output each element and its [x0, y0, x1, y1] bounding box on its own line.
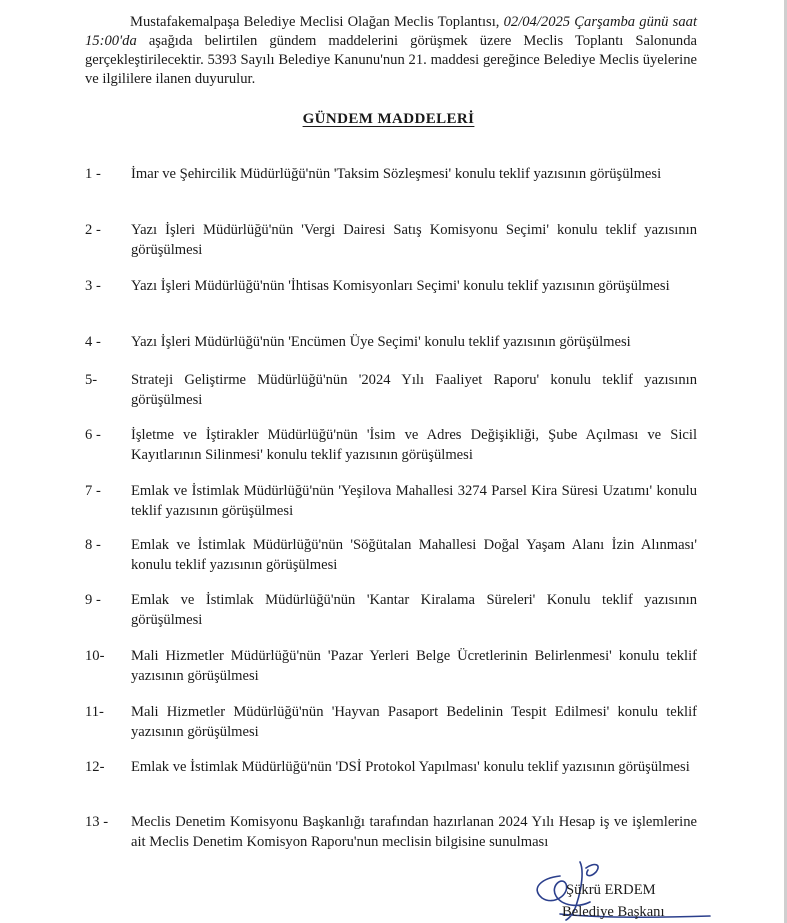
agenda-item-text: Mali Hizmetler Müdürlüğü'nün 'Hayvan Pasaport Bedelinin Tespit Edilmesi' konulu teklif yazısının görüşülmesi [131, 704, 697, 740]
intro-text-1: Mustafakemalpaşa Belediye Meclisi Olağan Meclis Toplantısı, [130, 14, 504, 30]
agenda-item-text: Yazı İşleri Müdürlüğü'nün 'İhtisas Komisyonları Seçimi' konulu teklif yazısının görüşülmesi [131, 278, 670, 294]
agenda-item-text: İmar ve Şehircilik Müdürlüğü'nün 'Taksim Sözleşmesi' konulu teklif yazısının görüşülmesi [131, 166, 662, 182]
agenda-item-number: 12- [85, 759, 105, 775]
agenda-item-text: Emlak ve İstimlak Müdürlüğü'nün 'Söğütalan Mahallesi Doğal Yaşam Alanı İzin Alınması' konulu teklif yazısının görüşülmesi [131, 537, 697, 573]
agenda-item-number: 11- [85, 704, 104, 720]
agenda-item-text: Mali Hizmetler Müdürlüğü'nün 'Pazar Yerleri Belge Ücretlerinin Belirlenmesi' konulu teklif yazısının görüşülmesi [131, 648, 697, 684]
meeting-date-time: 02/04/2025 Çarşamba günü saat 15:00'da [85, 14, 697, 49]
agenda-item-number: 5- [85, 372, 98, 388]
agenda-heading-text: GÜNDEM MADDELERİ [302, 111, 475, 127]
agenda-item-text: Strateji Geliştirme Müdürlüğü'nün '2024 Yılı Faaliyet Raporu' konulu teklif yazısının görüşülmesi [131, 372, 697, 408]
intro-text-2: aşağıda belirtilen gündem maddelerini görüşmek üzere Meclis Toplantı Salonunda gerçekleştirilecektir. 5393 Sayılı Belediye Kanunu'nun 21. maddesi gereğince Belediye Meclis üyelerine ve ilgililere ilanen duyurulur. [85, 33, 697, 87]
agenda-item-text: Meclis Denetim Komisyonu Başkanlığı tarafından hazırlanan 2024 Yılı Hesap iş ve işlemlerine ait Meclis Denetim Komisyon Raporu'nun meclisin bilgisine sunulması [131, 814, 697, 850]
agenda-item-number: 6 - [85, 427, 101, 443]
signatory-title: Belediye Başkanı [562, 904, 665, 920]
signatory-name: Şükrü ERDEM [566, 882, 656, 898]
agenda-item-number: 13 - [85, 814, 109, 830]
signature-block [520, 848, 720, 923]
agenda-item-number: 1 - [85, 166, 101, 182]
agenda-item-number: 10- [85, 648, 105, 664]
agenda-item-text: Yazı İşleri Müdürlüğü'nün 'Encümen Üye Seçimi' konulu teklif yazısının görüşülmesi [131, 334, 631, 350]
agenda-item-text: Emlak ve İstimlak Müdürlüğü'nün 'Yeşilova Mahallesi 3274 Parsel Kira Süresi Uzatımı' konulu teklif yazısının görüşülmesi [131, 483, 697, 519]
intro-paragraph [85, 13, 697, 89]
agenda-item-number: 7 - [85, 483, 101, 499]
agenda-item-number: 4 - [85, 334, 101, 350]
agenda-item-text: İşletme ve İştirakler Müdürlüğü'nün 'İsim ve Adres Değişikliği, Şube Açılması ve Sicil Kayıtlarının Silinmesi' konulu teklif yazısının görüşülmesi [131, 427, 697, 463]
agenda-item-text: Emlak ve İstimlak Müdürlüğü'nün 'Kantar Kiralama Süreleri' Konulu teklif yazısının görüşülmesi [131, 592, 697, 628]
agenda-item-text: Yazı İşleri Müdürlüğü'nün 'Vergi Dairesi Satış Komisyonu Seçimi' konulu teklif yazısının görüşülmesi [131, 222, 697, 258]
agenda-item-text: Emlak ve İstimlak Müdürlüğü'nün 'DSİ Protokol Yapılması' konulu teklif yazısının görüşülmesi [131, 759, 690, 775]
agenda-item-number: 3 - [85, 278, 101, 294]
agenda-heading [0, 110, 787, 128]
agenda-item-number: 8 - [85, 537, 101, 553]
agenda-item-number: 2 - [85, 222, 101, 238]
agenda-item-number: 9 - [85, 592, 101, 608]
